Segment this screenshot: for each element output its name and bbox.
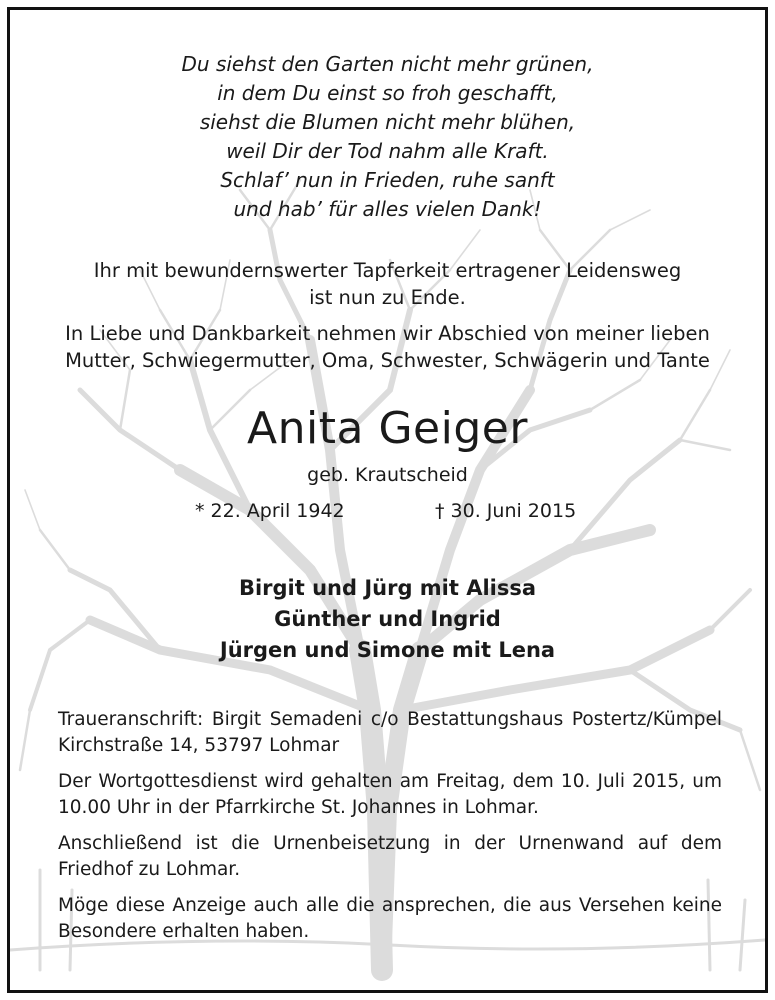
death-date: † 30. Juni 2015 bbox=[435, 500, 577, 522]
poem-line: und hab’ für alles vielen Dank! bbox=[233, 197, 542, 221]
mourner-line: Günther und Ingrid bbox=[274, 607, 501, 631]
suffering-line: Ihr mit bewundernswerter Tapferkeit ertragener Leidensweg bbox=[93, 259, 682, 282]
mourner-line: Jürgen und Simone mit Lena bbox=[219, 638, 556, 662]
poem-line: Schlaf’ nun in Frieden, ruhe sanft bbox=[220, 168, 555, 192]
birth-date: * 22. April 1942 bbox=[195, 500, 345, 522]
mourners-list bbox=[10, 573, 765, 666]
poem-line: weil Dir der Tod nahm alle Kraft. bbox=[226, 139, 549, 163]
funeral-details bbox=[58, 707, 722, 955]
service-info: Der Wortgottesdienst wird gehalten am Freitag, dem 10. Juli 2015, um 10.00 Uhr in der Pfarrkirche St. Johannes in Lohmar. bbox=[58, 771, 722, 818]
poem-line: siehst die Blumen nicht mehr blühen, bbox=[199, 110, 576, 134]
obituary-card bbox=[7, 7, 768, 993]
mourner-line: Birgit und Jürg mit Alissa bbox=[238, 576, 537, 600]
mourning-address: Traueranschrift: Birgit Semadeni c/o Bestattungshaus Postertz/Kümpel Kirchstraße 14, 53797 Lohmar bbox=[58, 709, 722, 756]
deceased-name: Anita Geiger bbox=[247, 403, 528, 454]
poem-line: Du siehst den Garten nicht mehr grünen, bbox=[181, 52, 594, 76]
farewell-line: In Liebe und Dankbarkeit nehmen wir Abschied von meiner lieben bbox=[65, 322, 710, 345]
maiden-name: geb. Krautscheid bbox=[307, 464, 468, 486]
suffering-line: ist nun zu Ende. bbox=[309, 286, 466, 309]
farewell-line: Mutter, Schwiegermutter, Oma, Schwester, Schwägerin und Tante bbox=[65, 349, 710, 372]
memorial-poem bbox=[10, 50, 765, 224]
closing-note: Möge diese Anzeige auch alle die ansprechen, die aus Versehen keine Besondere erhalten haben. bbox=[58, 895, 722, 942]
announcement-intro bbox=[10, 257, 765, 374]
burial-info: Anschließend ist die Urnenbeisetzung in der Urnenwand auf dem Friedhof zu Lohmar. bbox=[58, 833, 722, 880]
poem-line: in dem Du einst so froh geschafft, bbox=[217, 81, 558, 105]
